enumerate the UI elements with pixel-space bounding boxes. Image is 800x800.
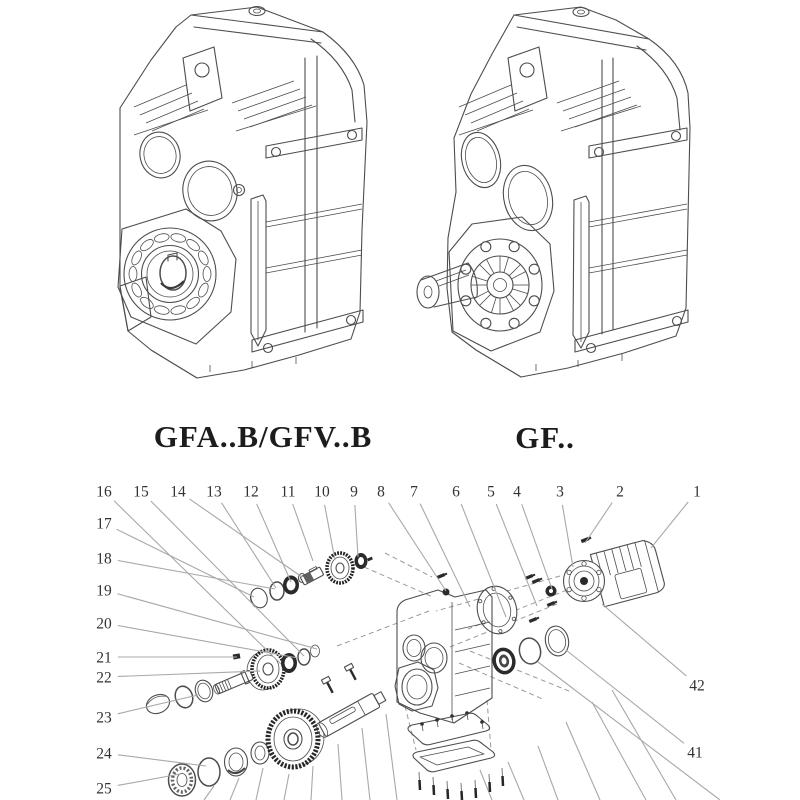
input-shaft-parts <box>248 553 373 610</box>
cut-leader-line <box>538 746 558 800</box>
assembly-axis <box>364 567 433 597</box>
oil-seal <box>225 748 248 776</box>
callout-leader-18 <box>118 560 275 589</box>
callout-leader-10 <box>325 505 335 560</box>
cooling-ribs <box>459 81 641 135</box>
cut-leader-line <box>256 768 263 800</box>
output-flange <box>449 217 554 351</box>
callout-number-8: 8 <box>377 483 385 501</box>
top-plate <box>514 15 649 50</box>
callout-number-1: 1 <box>693 483 701 501</box>
output-bearing <box>490 645 518 676</box>
ring <box>193 678 216 704</box>
callout-leader-1 <box>651 502 688 548</box>
cut-leader-line <box>362 728 370 800</box>
arch-inner-edge <box>637 46 680 130</box>
intermediate-gear <box>247 650 284 690</box>
seal-ring <box>543 624 572 658</box>
lifting-lug <box>508 47 547 111</box>
vertical-rib <box>251 195 266 346</box>
hex-bolt <box>344 663 359 681</box>
assembly-axis <box>385 553 432 577</box>
callout-number-4: 4 <box>513 483 521 501</box>
output-gear <box>268 709 324 767</box>
callout-number-3: 3 <box>556 483 564 501</box>
right-gearbox-drawing <box>417 7 690 377</box>
output-shaft <box>314 689 387 739</box>
callout-number-12: 12 <box>243 483 259 501</box>
assembly-axis <box>470 651 569 691</box>
intermediate-shaft-parts <box>143 645 319 717</box>
callout-leader-25 <box>118 774 180 785</box>
callout-number-6: 6 <box>452 483 460 501</box>
electric-motor <box>564 536 667 607</box>
arch-inner-edge <box>311 39 355 122</box>
callout-number-9: 9 <box>350 483 358 501</box>
cut-leader-line <box>284 774 289 800</box>
base-feet <box>476 350 622 377</box>
callout-number-19: 19 <box>96 582 112 600</box>
circlip <box>198 758 220 786</box>
cut-leader-line <box>612 690 676 800</box>
vertical-rib <box>573 196 589 348</box>
cut-leader-line <box>508 762 524 800</box>
callout-leader-3 <box>562 505 573 567</box>
callout-leader-8 <box>389 503 446 591</box>
callout-leader-13 <box>222 503 276 588</box>
callout-number-21: 21 <box>96 649 112 667</box>
callout-number-15: 15 <box>133 483 149 501</box>
top-plate <box>191 15 323 43</box>
motor-flange <box>564 561 605 602</box>
callout-leader-42 <box>602 604 686 676</box>
cut-leader-line <box>592 702 646 800</box>
callout-leader-4 <box>522 504 552 589</box>
callout-number-25: 25 <box>96 780 112 798</box>
callout-number-23: 23 <box>96 709 112 727</box>
callout-leader-17 <box>117 529 254 597</box>
callout-number-41: 41 <box>687 744 703 762</box>
cut-leader-line <box>230 778 239 800</box>
callout-number-16: 16 <box>96 483 112 501</box>
hollow-shaft-bearing <box>118 209 236 344</box>
cut-leader-line <box>386 714 397 800</box>
callout-number-14: 14 <box>170 483 186 501</box>
oil-plug <box>573 8 589 17</box>
callout-number-24: 24 <box>96 745 112 763</box>
input-gear <box>327 553 353 583</box>
callout-number-42: 42 <box>689 677 705 695</box>
lock-nut <box>355 553 368 569</box>
callout-number-18: 18 <box>96 550 112 568</box>
callout-number-11: 11 <box>280 483 296 501</box>
callout-leader-15 <box>151 501 304 656</box>
callout-leader-14 <box>190 499 302 577</box>
callout-number-5: 5 <box>487 483 495 501</box>
ring <box>173 684 196 710</box>
model-label-left: GFA..B/GFV..B <box>153 419 373 454</box>
cut-leader-line <box>204 786 214 800</box>
callout-leader-9 <box>355 505 358 557</box>
small-bearing <box>283 576 299 595</box>
end-cap <box>248 586 270 610</box>
assembly-axis <box>405 706 416 750</box>
callout-leader-12 <box>257 504 291 582</box>
gasket <box>408 711 490 745</box>
callout-leader-2 <box>585 503 612 543</box>
input-bores <box>456 128 559 236</box>
callout-number-7: 7 <box>410 483 418 501</box>
oil-plug <box>249 7 265 16</box>
retaining-ring <box>517 636 543 666</box>
side-straps <box>575 58 688 353</box>
model-label-right: GF.. <box>515 420 575 455</box>
cut-leader-line <box>311 766 313 800</box>
assembly-axis <box>337 611 429 646</box>
callout-number-22: 22 <box>96 669 112 687</box>
cut-leader-line <box>338 744 342 800</box>
input-shaft <box>299 565 324 585</box>
callout-leader-23 <box>118 695 198 714</box>
cut-leader-line <box>566 722 600 800</box>
callout-number-13: 13 <box>206 483 222 501</box>
callout-number-17: 17 <box>96 515 112 533</box>
flange-cover-ring <box>472 582 521 638</box>
hex-bolt <box>321 676 336 694</box>
small-ring <box>311 645 320 657</box>
bottom-cover-assembly <box>408 711 503 800</box>
washer <box>251 742 269 764</box>
circlip <box>270 582 284 600</box>
ball-bearing <box>169 764 196 796</box>
callout-leader-24 <box>118 755 206 766</box>
callout-leader-11 <box>293 504 313 561</box>
exploded-view-diagram <box>96 484 720 800</box>
callout-layer <box>96 484 705 798</box>
callout-number-2: 2 <box>616 483 624 501</box>
callout-number-20: 20 <box>96 615 112 633</box>
callout-leader-20 <box>118 625 298 658</box>
lifting-lug <box>183 47 222 111</box>
left-gearbox-drawing <box>118 7 367 379</box>
cooling-ribs <box>134 81 316 135</box>
callout-number-10: 10 <box>314 483 330 501</box>
